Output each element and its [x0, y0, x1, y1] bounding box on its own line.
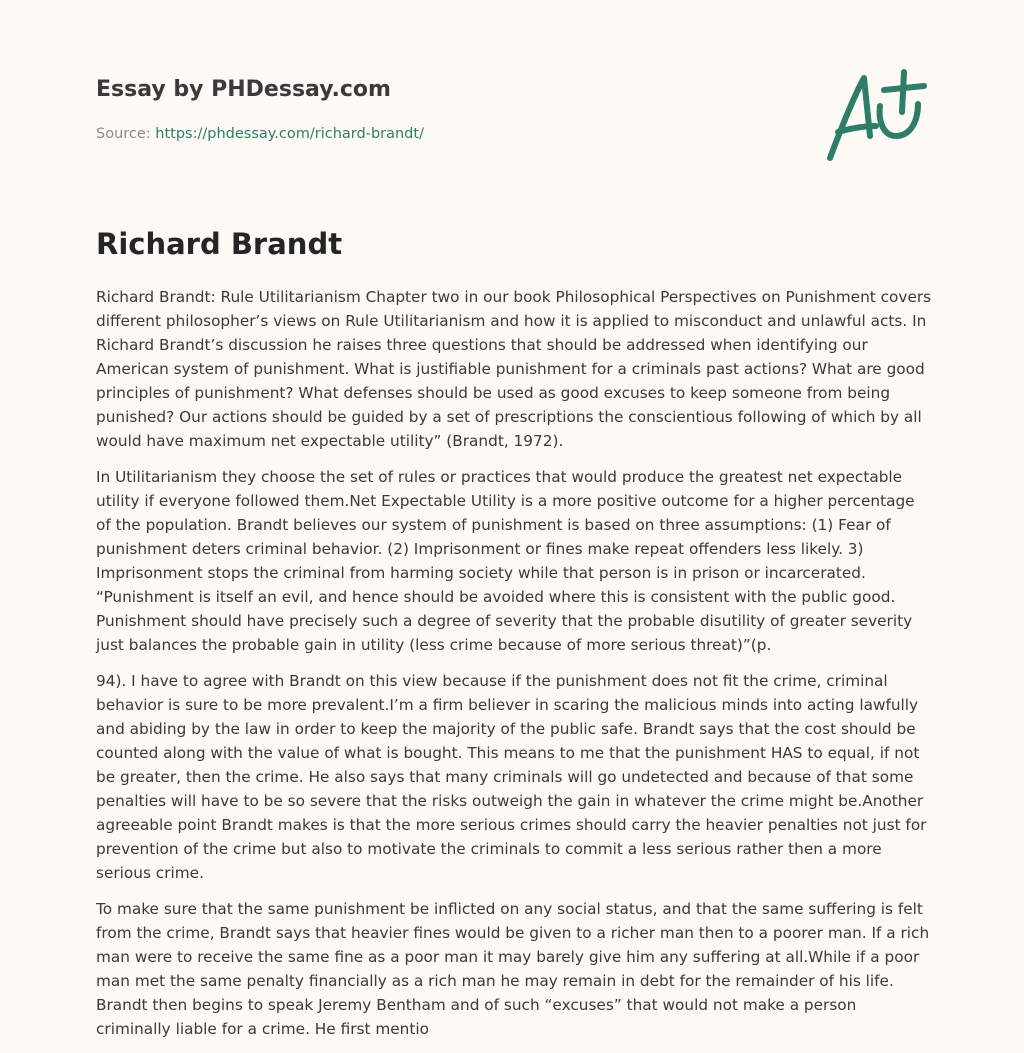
source-link[interactable]: https://phdessay.com/richard-brandt/ — [155, 126, 424, 142]
source-line — [96, 124, 424, 144]
essay-paragraph: In Utilitarianism they choose the set of rules or practices that would produce the greatest net expectable utility if everyone followed them.Net Expectable Utility is a more positive outcome for a higher percentage of the population. Brandt believes our system of punishment is based on three assumptions: (1) Fear of punishment deters criminal behavior. (2) Imprisonment or fines make repeat offenders less likely. 3) Imprisonment stops the criminal from harming society while that person is in prison or incarcerated. “Punishment is itself an evil, and hence should be avoided where this is consistent with the public good. Punishment should have precisely such a degree of severity that the probable disutility of greater severity just balances the probable gain in utility (less crime because of more serious threat)”(p. — [96, 468, 915, 654]
essay-title: Richard Brandt — [96, 227, 343, 261]
site-brand: Essay by PHDessay.com — [96, 77, 391, 102]
a-plus-grade-icon — [818, 66, 930, 166]
essay-paragraph: 94). I have to agree with Brandt on this view because if the punishment does not fit the crime, criminal behavior is sure to be more prevalent.I’m a firm believer in scaring the malicious minds into acting lawfully and abiding by the law in order to keep the majority of the public safe. Brandt says that the cost should be counted along with the value of what is bought. This means to me that the punishment HAS to equal, if not be greater, then the crime. He also says that many criminals will go undetected and because of that some penalties will have to be so severe that the risks outweigh the gain in whatever the crime might be.Another agreeable point Brandt makes is that the more serious crimes should carry the heavier penalties not just for prevention of the crime but also to motivate the criminals to commit a less serious rather then a more serious crime. — [96, 672, 927, 882]
essay-paragraph: To make sure that the same punishment be inflicted on any social status, and that the same suffering is felt from the crime, Brandt says that heavier fines would be given to a richer man then to a poorer man. If a rich man were to receive the same fine as a poor man it may barely give him any suffering at all.While if a poor man met the same penalty financially as a rich man he may remain in debt for the remainder of his life. Brandt then begins to speak Jeremy Bentham and of such “excuses” that would not make a person criminally liable for a crime. He first mentio — [96, 900, 930, 1038]
essay-paragraph: Richard Brandt: Rule Utilitarianism Chapter two in our book Philosophical Perspectives on Punishment covers different philosopher’s views on Rule Utilitarianism and how it is applied to misconduct and unlawful acts. In Richard Brandt’s discussion he raises three questions that should be addressed when identifying our American system of punishment. What is justifiable punishment for a criminals past actions? What are good principles of punishment? What defenses should be used as good excuses to keep someone from being punished? Our actions should be guided by a set of prescriptions the conscientious following of which by all would have maximum net expectable utility” (Brandt, 1972). — [96, 288, 932, 450]
essay-body — [96, 285, 934, 1053]
source-label: Source: — [96, 126, 156, 142]
